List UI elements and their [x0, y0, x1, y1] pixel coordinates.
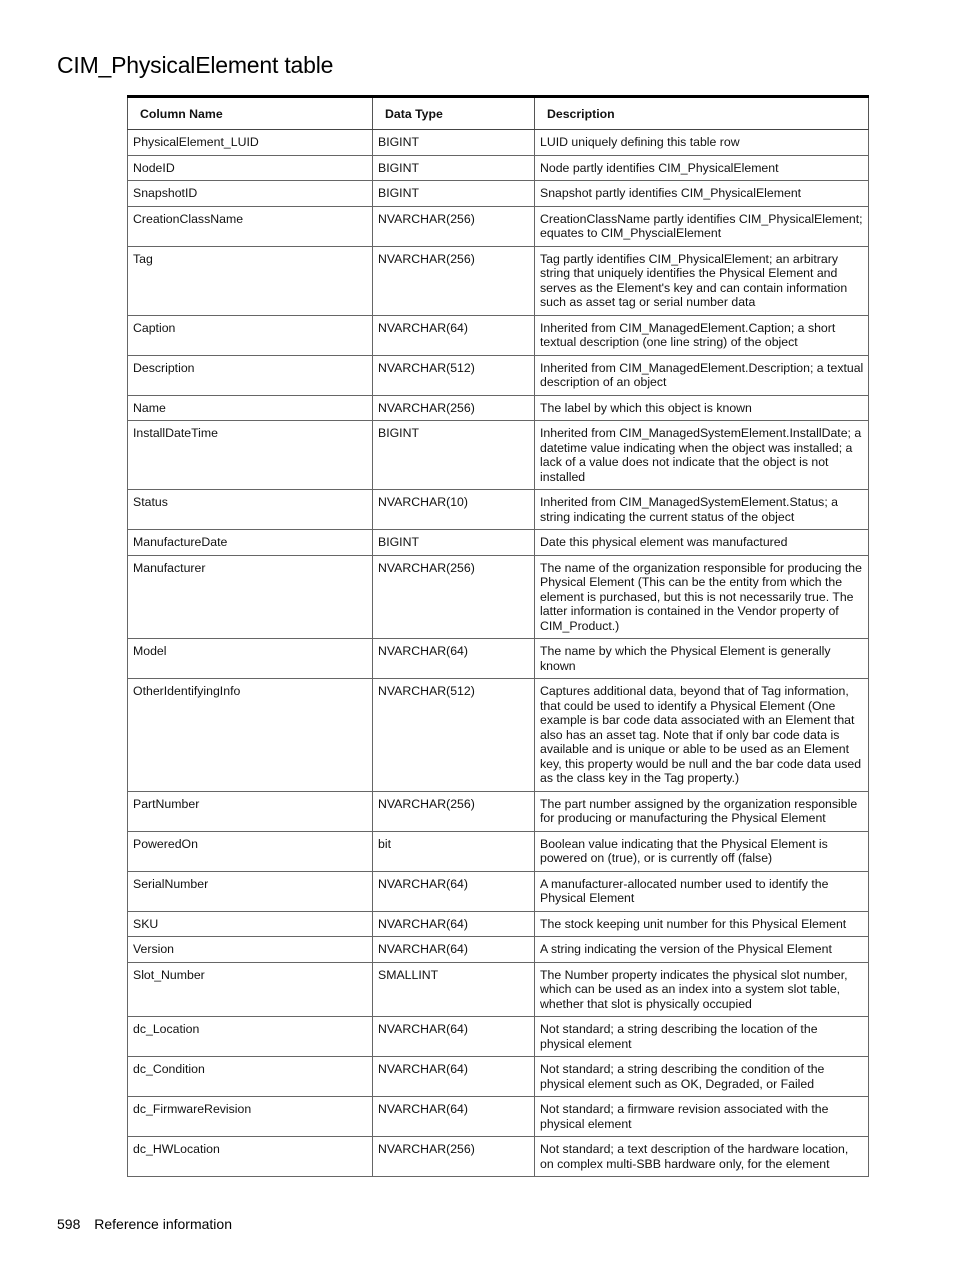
cell-description: Inherited from CIM_ManagedSystemElement.InstallDate; a datetime value indicating when the object was installed; a lack of a value does not indicate that the object is not installed [535, 421, 869, 490]
table-header-row [128, 97, 869, 130]
cell-column-name: ManufactureDate [128, 530, 373, 556]
cell-data-type: NVARCHAR(256) [373, 791, 535, 831]
cell-column-name: NodeID [128, 155, 373, 181]
cell-data-type: NVARCHAR(256) [373, 555, 535, 639]
table-row [128, 530, 869, 556]
cell-column-name: dc_Location [128, 1017, 373, 1057]
table-row [128, 181, 869, 207]
cell-column-name: PoweredOn [128, 831, 373, 871]
cell-column-name: InstallDateTime [128, 421, 373, 490]
page-footer [57, 1216, 232, 1232]
cell-data-type: NVARCHAR(64) [373, 911, 535, 937]
table-row [128, 1097, 869, 1137]
cell-column-name: Version [128, 937, 373, 963]
cell-data-type: NVARCHAR(64) [373, 315, 535, 355]
cell-data-type: NVARCHAR(512) [373, 679, 535, 792]
cell-data-type: SMALLINT [373, 962, 535, 1017]
cell-data-type: BIGINT [373, 530, 535, 556]
cell-data-type: NVARCHAR(256) [373, 206, 535, 246]
cell-data-type: NVARCHAR(256) [373, 395, 535, 421]
table-row [128, 679, 869, 792]
cell-column-name: Tag [128, 246, 373, 315]
cell-description: Snapshot partly identifies CIM_PhysicalElement [535, 181, 869, 207]
column-header-name: Column Name [128, 97, 373, 130]
cell-description: The part number assigned by the organization responsible for producing or manufacturing the Physical Element [535, 791, 869, 831]
cell-column-name: dc_HWLocation [128, 1137, 373, 1177]
table-row [128, 962, 869, 1017]
cell-column-name: Manufacturer [128, 555, 373, 639]
table-row [128, 1057, 869, 1097]
cell-description: Tag partly identifies CIM_PhysicalElement; an arbitrary string that uniquely identifies the Physical Element and serves as the Element's key and can contain information such as asset tag or serial number data [535, 246, 869, 315]
cell-column-name: dc_Condition [128, 1057, 373, 1097]
cell-data-type: BIGINT [373, 155, 535, 181]
table-row [128, 315, 869, 355]
cell-description: Inherited from CIM_ManagedElement.Description; a textual description of an object [535, 355, 869, 395]
cell-column-name: PhysicalElement_LUID [128, 130, 373, 156]
cell-description: The name of the organization responsible for producing the Physical Element (This can be the entity from which the element is purchased, but this is not necessarily true. The latter information is contained in the Vendor property of CIM_Product.) [535, 555, 869, 639]
cell-description: The label by which this object is known [535, 395, 869, 421]
table-row [128, 206, 869, 246]
cell-data-type: NVARCHAR(64) [373, 871, 535, 911]
cell-column-name: SKU [128, 911, 373, 937]
cell-data-type: BIGINT [373, 181, 535, 207]
cell-data-type: NVARCHAR(64) [373, 1097, 535, 1137]
cell-data-type: NVARCHAR(64) [373, 1017, 535, 1057]
table-row [128, 911, 869, 937]
cell-data-type: NVARCHAR(10) [373, 490, 535, 530]
cell-description: Not standard; a string describing the location of the physical element [535, 1017, 869, 1057]
page-title: CIM_PhysicalElement table [57, 52, 334, 78]
cell-description: Date this physical element was manufactured [535, 530, 869, 556]
cell-column-name: Slot_Number [128, 962, 373, 1017]
cell-column-name: Description [128, 355, 373, 395]
cell-column-name: Status [128, 490, 373, 530]
table-row [128, 831, 869, 871]
cell-description: Boolean value indicating that the Physical Element is powered on (true), or is currently off (false) [535, 831, 869, 871]
table-row [128, 555, 869, 639]
cell-column-name: SnapshotID [128, 181, 373, 207]
footer-section-title: Reference information [94, 1216, 232, 1232]
cell-data-type: NVARCHAR(256) [373, 246, 535, 315]
cell-description: A string indicating the version of the Physical Element [535, 937, 869, 963]
table-row [128, 490, 869, 530]
table-row [128, 791, 869, 831]
table-body [128, 130, 869, 1177]
page-number: 598 [57, 1216, 81, 1232]
cell-description: Not standard; a string describing the condition of the physical element such as OK, Degraded, or Failed [535, 1057, 869, 1097]
cell-description: Inherited from CIM_ManagedSystemElement.Status; a string indicating the current status of the object [535, 490, 869, 530]
table-row [128, 937, 869, 963]
cell-data-type: NVARCHAR(256) [373, 1137, 535, 1177]
cell-description: The name by which the Physical Element is generally known [535, 639, 869, 679]
cell-column-name: PartNumber [128, 791, 373, 831]
cell-data-type: BIGINT [373, 421, 535, 490]
table-row [128, 130, 869, 156]
cell-column-name: SerialNumber [128, 871, 373, 911]
cim-physical-element-table [127, 95, 869, 1177]
cell-data-type: BIGINT [373, 130, 535, 156]
cell-description: LUID uniquely defining this table row [535, 130, 869, 156]
table-row [128, 1017, 869, 1057]
cell-column-name: Name [128, 395, 373, 421]
cell-description: CreationClassName partly identifies CIM_PhysicalElement; equates to CIM_PhyscialElement [535, 206, 869, 246]
cell-data-type: NVARCHAR(64) [373, 1057, 535, 1097]
cell-data-type: bit [373, 831, 535, 871]
table-row [128, 246, 869, 315]
table-row [128, 155, 869, 181]
cell-column-name: CreationClassName [128, 206, 373, 246]
cell-description: The Number property indicates the physical slot number, which can be used as an index into a system slot table, whether that slot is physically occupied [535, 962, 869, 1017]
cell-description: Captures additional data, beyond that of Tag information, that could be used to identify a Physical Element (One example is bar code data associated with an Element that also has an asset tag. Note that if only bar code data is available and is unique or able to be used as an Element key, this property would be null and the bar code data used as the class key in the Tag property.) [535, 679, 869, 792]
column-header-description: Description [535, 97, 869, 130]
cell-data-type: NVARCHAR(64) [373, 639, 535, 679]
cell-description: Node partly identifies CIM_PhysicalElement [535, 155, 869, 181]
table-row [128, 355, 869, 395]
cell-data-type: NVARCHAR(512) [373, 355, 535, 395]
cell-description: Not standard; a text description of the hardware location, on complex multi-SBB hardware only, for the element [535, 1137, 869, 1177]
table-row [128, 1137, 869, 1177]
cell-column-name: Model [128, 639, 373, 679]
table-header [128, 97, 869, 130]
table-row [128, 421, 869, 490]
cell-column-name: Caption [128, 315, 373, 355]
cell-column-name: OtherIdentifyingInfo [128, 679, 373, 792]
cell-data-type: NVARCHAR(64) [373, 937, 535, 963]
table-row [128, 639, 869, 679]
cell-description: Inherited from CIM_ManagedElement.Caption; a short textual description (one line string) of the object [535, 315, 869, 355]
cell-description: The stock keeping unit number for this Physical Element [535, 911, 869, 937]
table-row [128, 871, 869, 911]
cell-column-name: dc_FirmwareRevision [128, 1097, 373, 1137]
column-header-data-type: Data Type [373, 97, 535, 130]
cell-description: A manufacturer-allocated number used to identify the Physical Element [535, 871, 869, 911]
cell-description: Not standard; a firmware revision associated with the physical element [535, 1097, 869, 1137]
table-row [128, 395, 869, 421]
